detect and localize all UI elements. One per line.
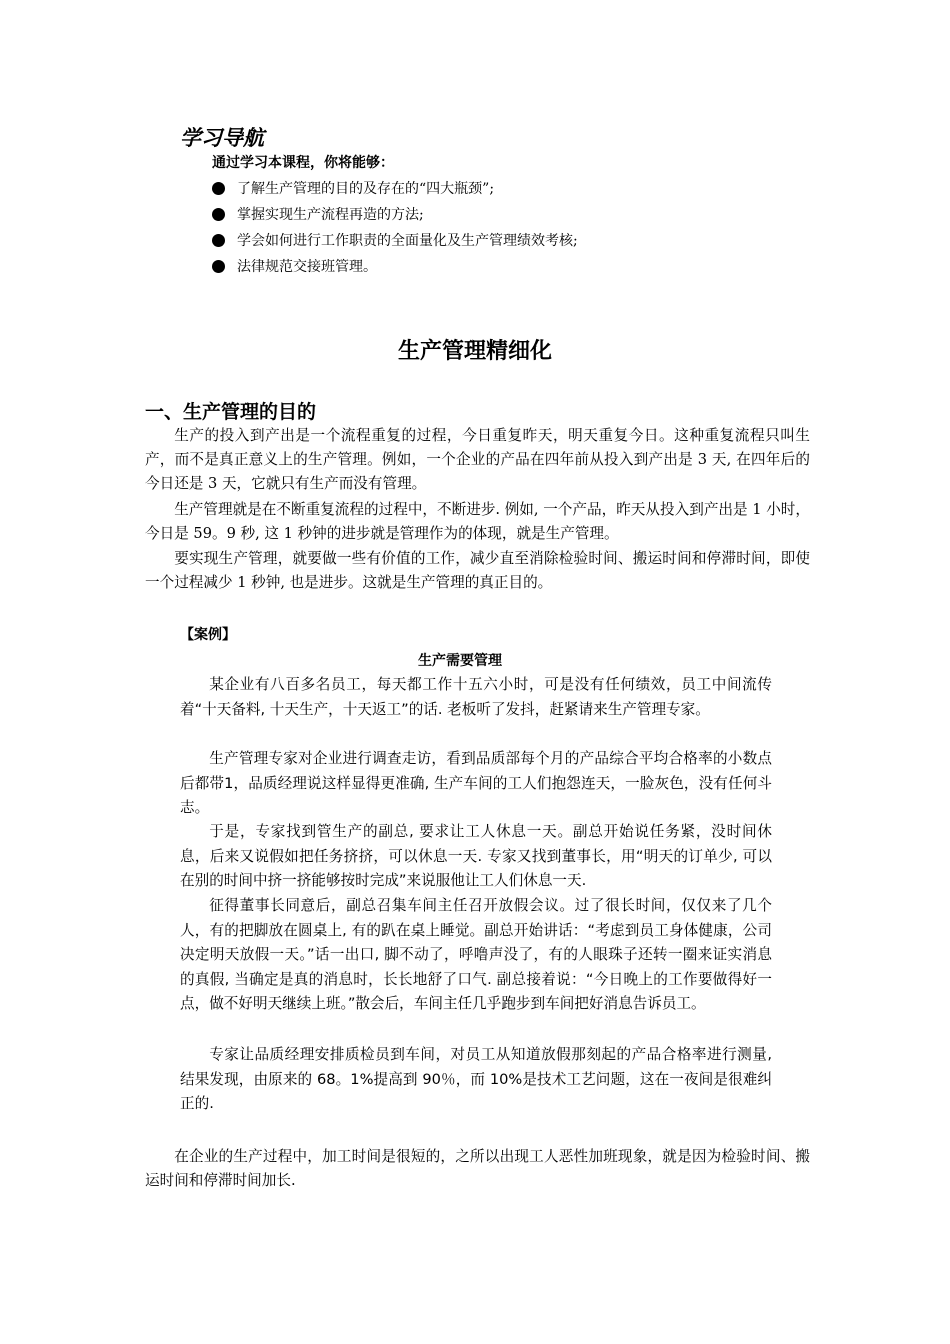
paragraph: 生产管理就是在不断重复流程的过程中，不断进步. 例如, 一个产品，昨天从投入到产出是 1 小时，今日是 59。9 秒, 这 1 秒钟的进步就是管理作为的体现，就是生产管理。 bbox=[145, 501, 810, 542]
paragraph: 要实现生产管理，就要做一些有价值的工作，减少直至消除检验时间、搬运时间和停滞时间，即使一个过程减少 1 秒钟, 也是进步。这就是生产管理的真正目的。 bbox=[145, 550, 810, 591]
closing-paragraph: 在企业的生产过程中，加工时间是很短的，之所以出现工人恶性加班现象，就是因为检验时间、搬运时间和停滞时间加长. bbox=[145, 1148, 810, 1189]
page-title: 生产管理精细化 bbox=[397, 339, 552, 364]
study-nav-intro: 通过学习本课程，你将能够： bbox=[212, 155, 394, 171]
case-title: 生产需要管理 bbox=[418, 653, 502, 669]
case-label: 【案例】 bbox=[180, 627, 236, 643]
study-nav-title: 学习导航 bbox=[180, 126, 264, 150]
paragraph: 生产的投入到产出是一个流程重复的过程，今日重复昨天，明天重复今日。这种重复流程只叫生产，而不是真正意义上的生产管理。例如，一个企业的产品在四年前从投入到产出是 3 天, 在四年后的今日还是 3 天，它就只有生产而没有管理。 bbox=[145, 427, 810, 492]
case-paragraph: 于是，专家找到管生产的副总, 要求让工人休息一天。副总开始说任务紧，没时间休息，后来又说假如把任务挤挤，可以休息一天. 专家又找到董事长，用“明天的订单少, 可以在别的时间中挤一挤能够按时完成”来说服他让工人们休息一天. bbox=[180, 823, 772, 889]
bullet-icon bbox=[212, 260, 225, 273]
case-paragraph: 生产管理专家对企业进行调查走访，看到品质部每个月的产品综合平均合格率的小数点后都带1，品质经理说这样显得更准确, 生产车间的工人们抱怨连天，一脸灰色，没有任何斗志。 bbox=[180, 750, 772, 816]
bullet-icon bbox=[212, 234, 225, 247]
section-heading: 一、生产管理的目的 bbox=[145, 401, 317, 423]
list-item: 了解生产管理的目的及存在的“四大瓶颈”; bbox=[212, 176, 578, 202]
bullet-icon bbox=[212, 182, 225, 195]
list-item: 法律规范交接班管理。 bbox=[212, 254, 578, 280]
objectives-list bbox=[212, 176, 578, 280]
list-item: 掌握实现生产流程再造的方法; bbox=[212, 202, 578, 228]
list-item: 学会如何进行工作职责的全面量化及生产管理绩效考核; bbox=[212, 228, 578, 254]
case-paragraph: 某企业有八百多名员工，每天都工作十五六小时，可是没有任何绩效，员工中间流传着“十天备料, 十天生产，十天返工”的话. 老板听了发抖，赶紧请来生产管理专家。 bbox=[180, 676, 772, 718]
case-paragraph: 征得董事长同意后，副总召集车间主任召开放假会议。过了很长时间，仅仅来了几个人，有的把脚放在圆桌上, 有的趴在桌上睡觉。副总开始讲话：“考虑到员工身体健康，公司决定明天放假一天。”话一出口, 脚不动了，呼噜声没了，有的人眼珠子还转一圈来证实消息的真假, 当确定是真的消息时，长长地舒了口气. 副总接着说：“今日晚上的工作要做得好一点，做不好明天继续上班。”散会后，车间主任几乎跑步到车间把好消息告诉员工。 bbox=[180, 897, 772, 1012]
case-paragraph: 专家让品质经理安排质检员到车间，对员工从知道放假那刻起的产品合格率进行测量, 结果发现，由原来的 68。1%提高到 90％，而 10%是技术工艺问题，这在一夜间是很难纠正的. bbox=[180, 1046, 772, 1112]
bullet-icon bbox=[212, 208, 225, 221]
